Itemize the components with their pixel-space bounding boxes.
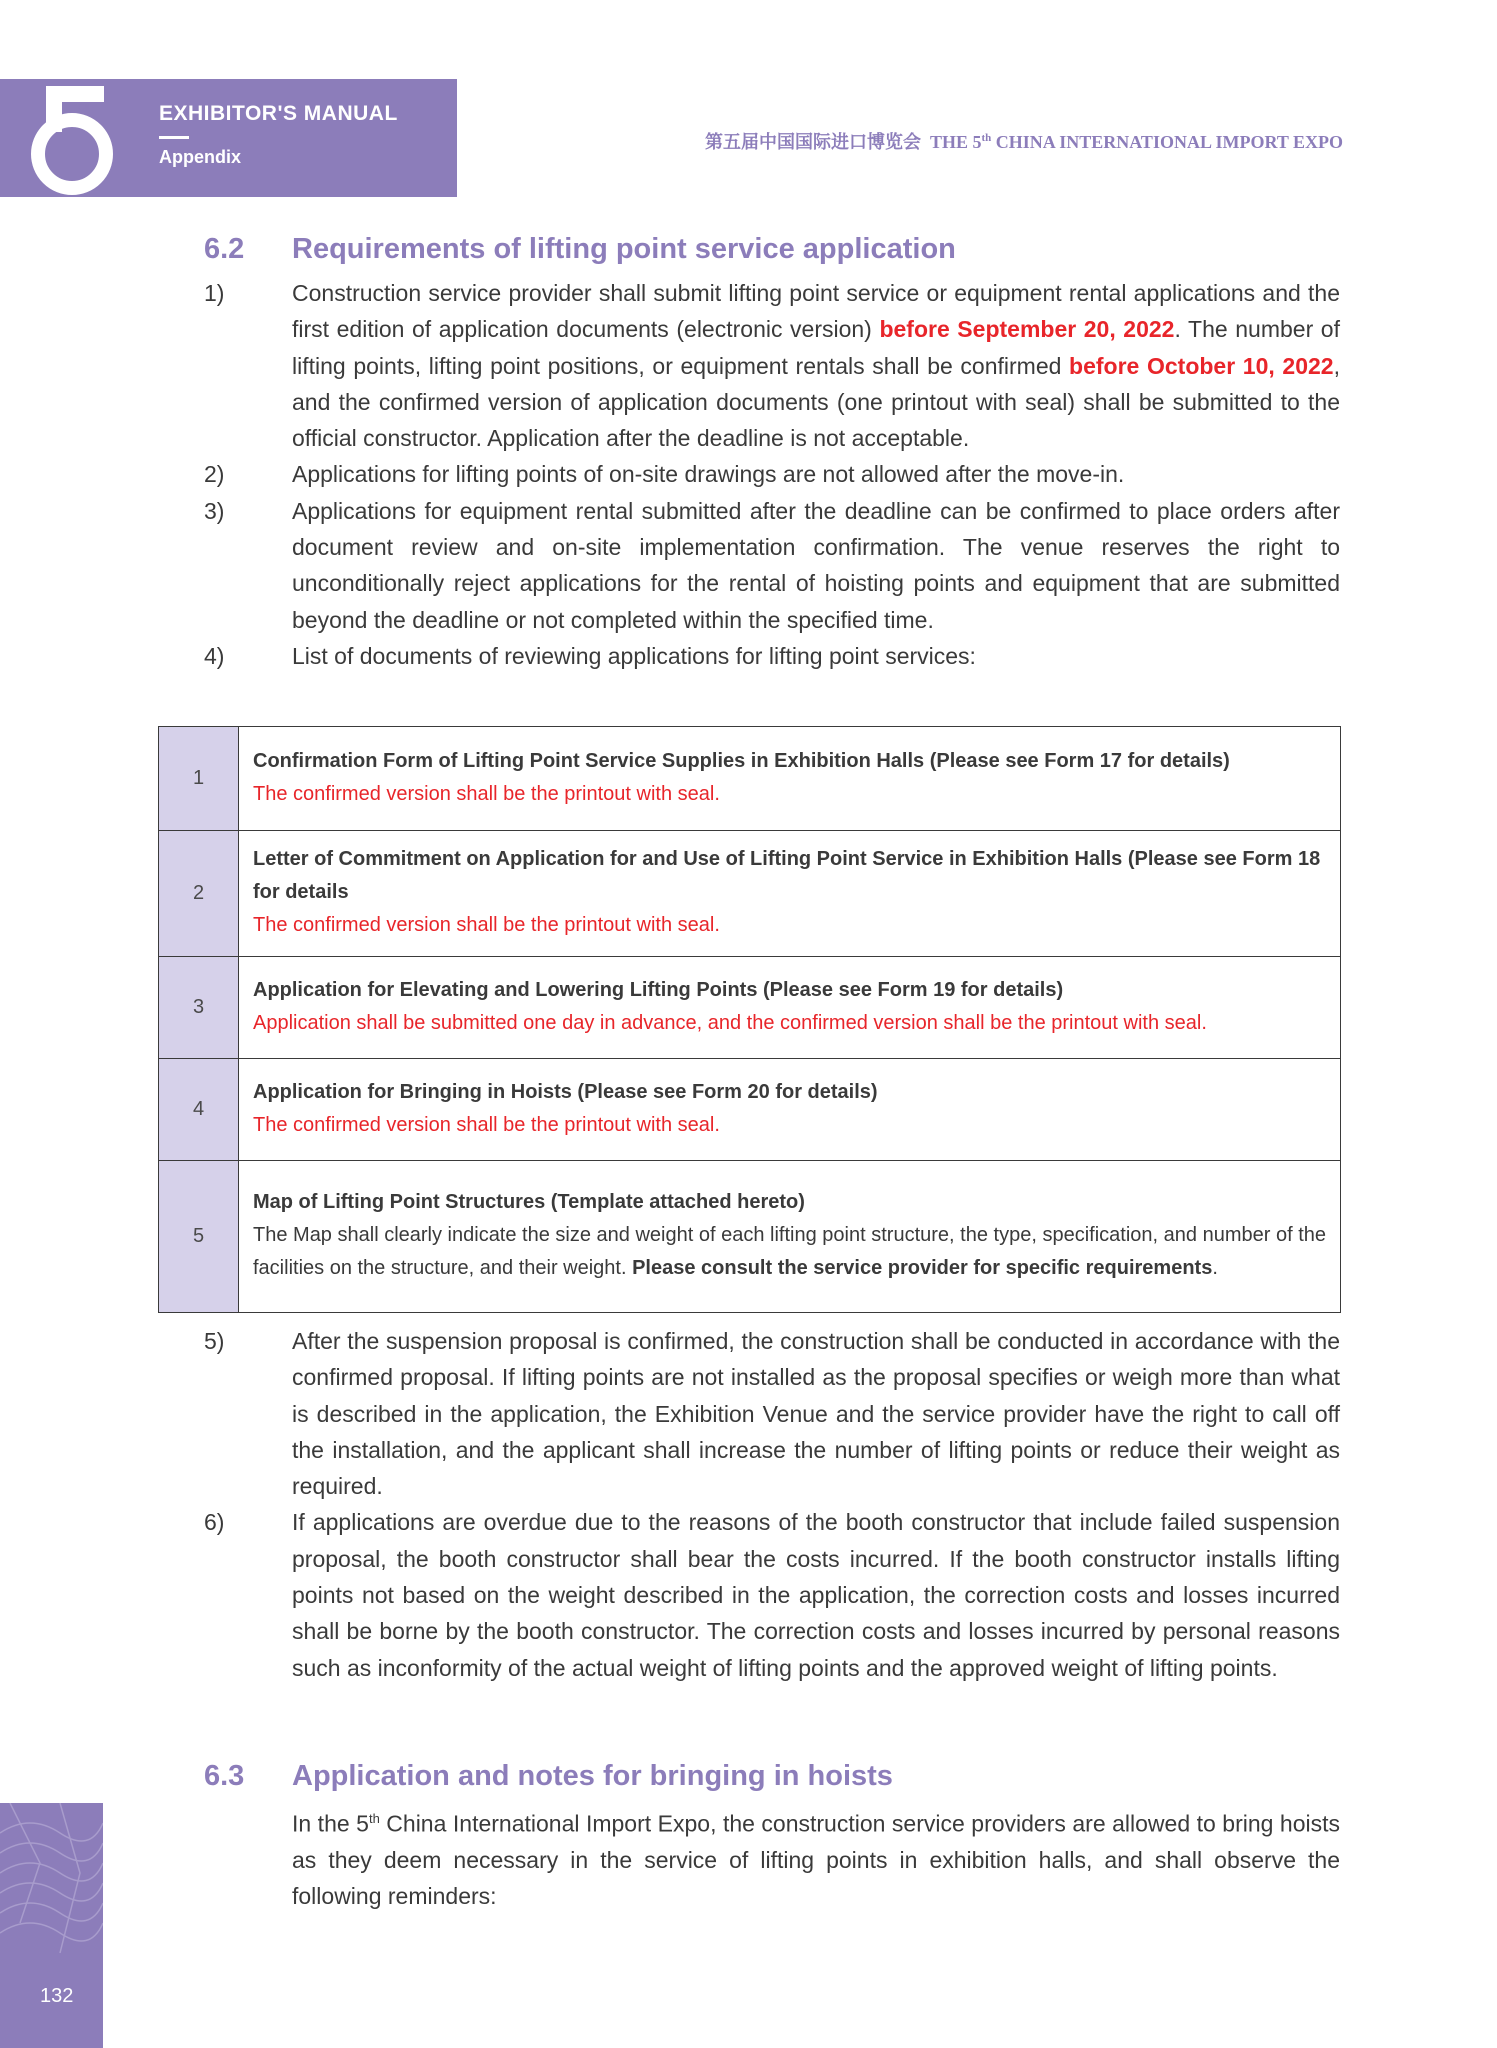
section-heading-6-3	[204, 1760, 893, 1793]
document-note: The confirmed version shall be the printout with seal.	[253, 914, 720, 936]
document-description	[253, 1219, 1326, 1285]
list-number: 5)	[204, 1328, 225, 1354]
document-title: Application for Elevating and Lowering Lifting Points (Please see Form 19 for details)	[253, 978, 1064, 1001]
list-number: 3)	[204, 497, 225, 524]
list-number: 1)	[204, 280, 225, 306]
row-index: 3	[159, 957, 239, 1059]
section-6-2-list	[204, 275, 1340, 674]
text-run: , and the confirmed version of application documents (one printout with seal) shall be submitted to the official constructor. Application after the deadline is not acceptable.	[292, 352, 1340, 452]
list-item	[204, 1323, 1340, 1504]
documents-table	[158, 726, 1341, 1313]
list-text	[292, 275, 1340, 456]
row-index: 5	[159, 1161, 239, 1313]
text-run: . The number of lifting points, lifting point positions, or equipment rentals shall be confirmed	[292, 316, 1340, 379]
ciie-logo-icon	[28, 80, 118, 196]
section-number: 6.3	[204, 1760, 245, 1792]
text-run: In the 5	[292, 1810, 369, 1837]
document-title: Map of Lifting Point Structures (Template attached hereto)	[253, 1191, 805, 1213]
manual-title: EXHIBITOR'S MANUAL	[159, 102, 398, 125]
table-row	[159, 1161, 1341, 1313]
document-note: Application shall be submitted one day in advance, and the confirmed version shall be the printout with seal.	[253, 1011, 1207, 1034]
list-text: After the suspension proposal is confirmed, the construction shall be conducted in accordance with the confirmed proposal. If lifting points are not installed as the proposal specifies or weigh more than what is described in the application, the Exhibition Venue and the service provider have the right to call off the installation, and the applicant shall increase the number of lifting points or reduce their weight as required.	[292, 1328, 1340, 1500]
section-6-3-paragraph	[292, 1801, 1340, 1915]
document-title: Confirmation Form of Lifting Point Service Supplies in Exhibition Halls (Please see Form 17 for details)	[253, 749, 1230, 772]
document-title: Application for Bringing in Hoists (Please see Form 20 for details)	[253, 1080, 878, 1103]
row-content	[239, 957, 1341, 1059]
list-text: Applications for equipment rental submitted after the deadline can be confirmed to place orders after document review and on-site implementation confirmation. The venue reserves the right to unconditionally reject applications for the rental of hoisting points and equipment that are submitted beyond the deadline or not completed within the specified time.	[292, 497, 1340, 633]
row-index: 4	[159, 1059, 239, 1161]
expo-title-cn: 第五届中国国际进口博览会	[704, 132, 921, 152]
list-item	[204, 638, 1340, 674]
list-text: Applications for lifting points of on-site drawings are not allowed after the move-in.	[292, 461, 1125, 488]
section-6-2-list-continued	[204, 1323, 1340, 1686]
text-run: .	[1212, 1257, 1218, 1279]
text-run: The Map shall clearly indicate the size and weight of each lifting point structure, the type, specification, and number of the facilities on the structure, and their weight.	[253, 1224, 1326, 1279]
section-title: Application and notes for bringing in hoists	[292, 1760, 893, 1792]
table-row	[159, 957, 1341, 1059]
list-number: 4)	[204, 642, 225, 669]
list-text: List of documents of reviewing applications for lifting point services:	[292, 642, 976, 669]
text-run: China International Import Expo, the construction service providers are allowed to bring hoists as they deem necessary in the service of lifting points in exhibition halls, and shall observe the following reminders:	[292, 1810, 1341, 1910]
list-number: 6)	[204, 1509, 225, 1536]
list-item	[204, 493, 1340, 638]
document-note: The confirmed version shall be the printout with seal.	[253, 1113, 720, 1136]
logo-text: CIIE	[78, 102, 96, 112]
superscript: th	[368, 1811, 380, 1826]
list-item	[204, 456, 1340, 492]
title-divider	[159, 136, 189, 139]
list-item	[204, 1504, 1340, 1685]
table-row	[159, 1059, 1341, 1161]
document-title: Letter of Commitment on Application for and Use of Lifting Point Service in Exhibition Halls (Please see Form 18 for details	[253, 848, 1321, 903]
row-index: 2	[159, 831, 239, 957]
expo-title-sup: th	[981, 132, 992, 144]
expo-title-en-pre: THE 5	[929, 132, 982, 152]
bold-text-run: Please consult the service provider for specific requirements	[632, 1257, 1213, 1279]
section-heading-6-2	[204, 233, 956, 266]
section-title: Requirements of lifting point service application	[292, 233, 956, 265]
side-band	[0, 1803, 103, 2048]
row-content	[239, 1059, 1341, 1161]
table-row	[159, 831, 1341, 957]
row-index: 1	[159, 727, 239, 831]
text-run: Construction service provider shall submit lifting point service or equipment rental applications and the first edition of application documents (electronic version)	[292, 280, 1340, 343]
expo-title-en-post: CHINA INTERNATIONAL IMPORT EXPO	[991, 132, 1343, 152]
row-content	[239, 727, 1341, 831]
row-content	[239, 831, 1341, 957]
document-note: The confirmed version shall be the printout with seal.	[253, 782, 720, 805]
deadline-highlight: before September 20, 2022	[879, 316, 1175, 343]
deadline-highlight: before October 10, 2022	[1069, 352, 1334, 379]
table-row	[159, 727, 1341, 831]
list-text: If applications are overdue due to the reasons of the booth constructor that include failed suspension proposal, the booth constructor shall bear the costs incurred. If the booth constructor installs lifting points not based on the weight described in the application, the correction costs and losses incurred shall be borne by the booth constructor. The correction costs and losses incurred by personal reasons such as inconformity of the actual weight of lifting points and the approved weight of lifting points.	[292, 1509, 1340, 1681]
row-content	[239, 1161, 1341, 1313]
page-number: 132	[40, 1985, 74, 2007]
list-number: 2)	[204, 461, 225, 488]
list-item	[204, 275, 1340, 456]
expo-title	[705, 128, 1343, 154]
decorative-pattern-icon	[0, 1803, 103, 1973]
section-number: 6.2	[204, 233, 245, 265]
manual-subtitle: Appendix	[159, 147, 242, 167]
